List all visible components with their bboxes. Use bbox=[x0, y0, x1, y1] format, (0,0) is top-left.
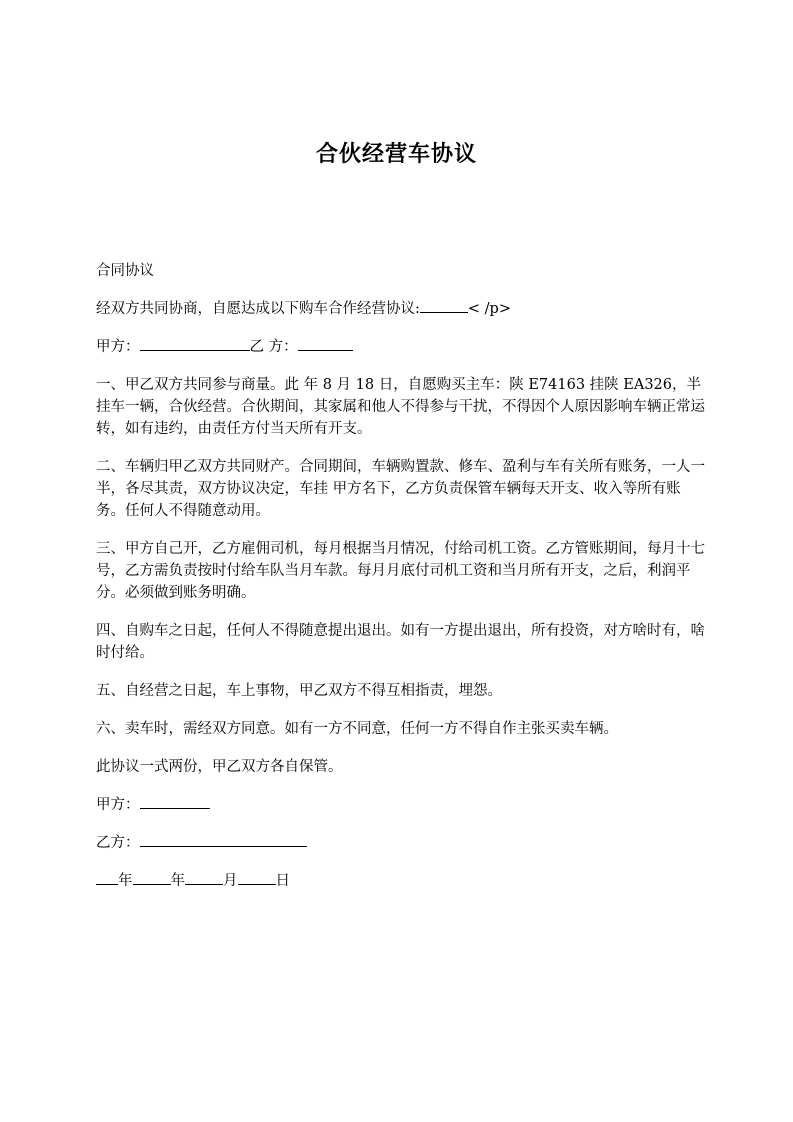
date-blank-4 bbox=[238, 870, 276, 885]
parties-line bbox=[96, 336, 706, 358]
signature-yi-label: 乙方： bbox=[96, 835, 140, 851]
intro-text: 经双方共同协商，自愿达成以下购车合作经营协议: bbox=[96, 301, 420, 317]
party-jia-blank bbox=[140, 336, 250, 351]
clause-3: 三、甲方自己开，乙方雇佣司机，每月根据当月情况，付给司机工资。乙方管账期间，每月十七号，乙方需负责按时付给车队当月车款。每月月底付司机工资和当月所有开支，之后，利润平分。必须做到账务明确。 bbox=[96, 541, 705, 601]
date-year-2: 年 bbox=[170, 873, 185, 889]
intro-paragraph bbox=[96, 298, 706, 320]
clause-1: 一、甲乙双方共同参与商量。此 年 8 月 18 日，自愿购买主车：陕 E74163 挂陕 EA326，半挂车一辆，合伙经营。合伙期间，其家属和他人不得参与干扰，不得因个人原因影响车辆正常运转，如有违约，由责任方付当天所有开支。 bbox=[96, 377, 705, 437]
date-blank-3 bbox=[185, 870, 223, 885]
signature-yi-blank bbox=[140, 832, 307, 847]
document-body bbox=[96, 260, 706, 908]
date-blank-2 bbox=[133, 870, 171, 885]
date-blank-1 bbox=[96, 870, 118, 885]
party-yi-blank bbox=[298, 336, 353, 351]
intro-tail: < /p> bbox=[467, 301, 511, 317]
party-jia-label: 甲方： bbox=[96, 339, 140, 355]
closing-statement: 此协议一式两份，甲乙双方各自保管。 bbox=[96, 759, 343, 775]
clause-6: 六、卖车时，需经双方同意。如有一方不同意，任何一方不得自作主张买卖车辆。 bbox=[96, 721, 618, 737]
date-day: 日 bbox=[275, 873, 290, 889]
intro-blank bbox=[420, 298, 468, 313]
clause-5: 五、自经营之日起，车上事物，甲乙双方不得互相指责，埋怨。 bbox=[96, 683, 502, 699]
date-year-1: 年 bbox=[118, 873, 133, 889]
signature-jia-blank bbox=[140, 794, 210, 809]
document-title: 合伙经营车协议 bbox=[315, 142, 477, 167]
signature-yi bbox=[96, 832, 706, 854]
signature-jia-label: 甲方： bbox=[96, 797, 140, 813]
clause-4: 四、自购车之日起，任何人不得随意提出退出。如有一方提出退出，所有投资，对方啥时有，啥时付给。 bbox=[96, 623, 705, 661]
signature-jia bbox=[96, 794, 706, 816]
date-month: 月 bbox=[223, 873, 238, 889]
section-heading: 合同协议 bbox=[96, 263, 154, 279]
clause-2: 二、车辆归甲乙双方共同财产。合同期间，车辆购置款、修车、盈利与车有关所有账务，一人一半，各尽其责，双方协议决定，车挂 甲方名下，乙方负责保管车辆每天开支、收入等所有账务。任何人不得随意动用。 bbox=[96, 459, 705, 519]
party-yi-label: 乙 方： bbox=[249, 339, 298, 355]
date-line bbox=[96, 870, 706, 892]
